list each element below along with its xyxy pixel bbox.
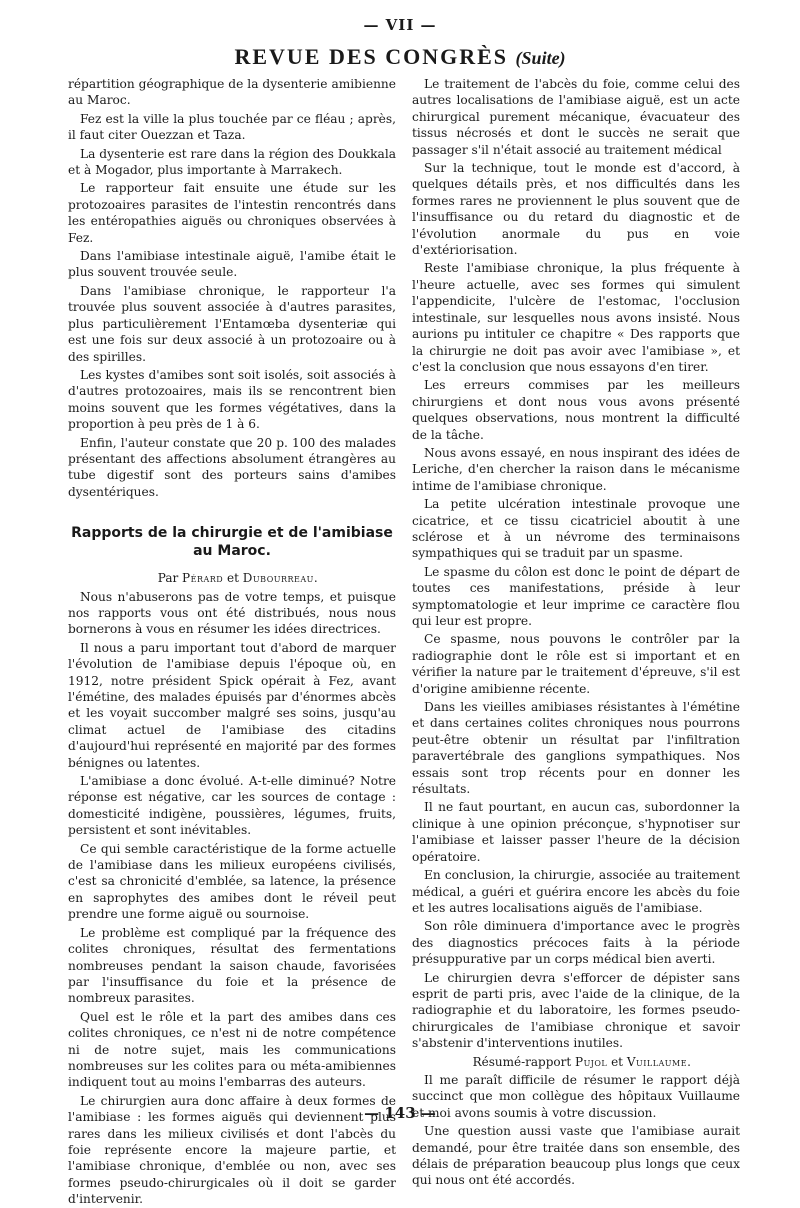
resume-prefix: Résumé-rapport xyxy=(472,1054,572,1069)
paragraph: Dans les vieilles amibiases résistantes à l'émétine et dans certaines colites chroniques nous pourrons peut-être obtenir un résultat par l'infiltration paravertébrale des ganglions sympathiques. Nos essais sont trop récents pour en donner les résultats. xyxy=(412,700,740,797)
paragraph: Le rapporteur fait ensuite une étude sur les protozoaires parasites de l'intestin rencontrés dans les entéropathies aiguës ou chroniques observées à Fez. xyxy=(68,181,396,245)
roman-page-number: — VII — xyxy=(363,16,437,34)
paragraph: Reste l'amibiase chronique, la plus fréquente à l'heure actuelle, avec ses formes qui simulent l'appendicite, l'ulcère de l'estomac, l'occlusion intestinale, sur lesquelles nous avons insisté. Nous aurions pu intituler ce chapitre « Des rapports que la chirurgie ne doit pas avoir avec l'amibiase », et c'est la conclusion que nous essayons d'en tirer. xyxy=(412,261,740,374)
paragraph: Il me paraît difficile de résumer le rapport déjà succinct que mon collègue des hôpitaux Vuillaume et moi avons soumis à votre discussion. xyxy=(412,1072,740,1120)
paragraph: Nous avons essayé, en nous inspirant des idées de Leriche, d'en chercher la raison dans le mécanisme intime de l'amibiase chronique. xyxy=(412,445,740,493)
paragraph: Il ne faut pourtant, en aucun cas, subordonner la clinique à une opinion préconçue, s'hypnotiser sur l'amibiase et laisser passer l'heure de la décision opératoire. xyxy=(412,800,740,864)
paragraph: Dans l'amibiase intestinale aiguë, l'amibe était le plus souvent trouvée seule. xyxy=(68,249,396,280)
author-pujol: Pujol xyxy=(575,1054,608,1069)
section-heading: Rapports de la chirurgie et de l'amibiase au Maroc. xyxy=(71,525,393,560)
suite-label: (Suite) xyxy=(515,48,566,68)
resume-heading xyxy=(412,1054,740,1070)
paragraph: En conclusion, la chirurgie, associée au traitement médical, a guéri et guérira encore les abcès du foie et les autres localisations aiguës de l'amibiase. xyxy=(412,868,740,915)
paragraph: La dysenterie est rare dans la région des Doukkala et à Mogador, plus importante à Marrakech. xyxy=(68,146,396,178)
author-dubourreau: Dubourreau. xyxy=(242,571,319,586)
paragraph: Nous n'abuserons pas de votre temps, et puisque nos rapports vous ont été distribués, nous nous bornerons à vous en résumer les idées directrices. xyxy=(68,589,396,637)
right-column xyxy=(412,76,740,1188)
paragraph: Quel est le rôle et la part des amibes dans ces colites chroniques, ce n'est ni de notre compétence ni de notre sujet, mais les communications nombreuses sur les colites para ou méta-amibiennes indiquent tout au moins l'embarras des auteurs. xyxy=(68,1009,396,1090)
paragraph: Le spasme du côlon est donc le point de départ de toutes ces manifestations, préside à leur symptomatologie et leur imprime ce caractère flou qui leur est propre. xyxy=(412,564,740,628)
paragraph: Dans l'amibiase chronique, le rapporteur l'a trouvée plus souvent associée à d'autres parasites, plus particulièrement l'Entamœba dysenteriæ qui est une fois sur deux associé à un protozoaire ou à des spirilles. xyxy=(68,283,396,364)
paragraph: Les kystes d'amibes sont soit isolés, soit associés à d'autres protozoaires, mais ils se rencontrent bien moins souvent que les formes végétatives, dans la proportion à peu près de 1 à 6. xyxy=(68,367,396,432)
journal-title: REVUE DES CONGRÈS xyxy=(234,44,509,69)
byline-prefix: Par xyxy=(157,571,179,586)
paragraph: Ce spasme, nous pouvons le contrôler par la radiographie dont le rôle est si important et en vérifier la nature par le traitement d'épreuve, s'il est d'origine amibienne récente. xyxy=(412,632,740,696)
paragraph: Sur la technique, tout le monde est d'accord, à quelques détails près, et nos difficultés dans les formes rares ne proviennent le plus souvent que de l'insuffisance ou du retard du diagnostic et de l'évolution anormale du pus en voie d'extériorisation. xyxy=(412,161,740,258)
paragraph: Le chirurgien aura donc affaire à deux formes de l'amibiase : les formes aiguës qui deviennent plus rares dans les milieux civilisés et dont l'abcès du foie représente encore la majeure partie, et l'amibiase chronique, d'emblée ou non, avec ses formes pseudo-chirurgicales où il doit se garder d'intervenir. xyxy=(68,1093,396,1207)
paragraph: Le traitement de l'abcès du foie, comme celui des autres localisations de l'amibiase aiguë, est un acte chirurgical purement mécanique, évacuateur des tissus nécrosés et dont le succès ne serait que passager s'il n'était associé au traitement médical xyxy=(412,77,740,157)
author-perard: Pérard xyxy=(182,571,224,586)
paragraph: Fez est la ville la plus touchée par ce fléau ; après, il faut citer Ouezzan et Taza. xyxy=(68,111,396,143)
paragraph: Le chirurgien devra s'efforcer de dépister sans esprit de parti pris, avec l'aide de la clinique, de la radiographie et du laboratoire, les formes pseudo-chirurgicales de l'amibiase chronique et savoir s'abstenir d'interventions inutiles. xyxy=(412,970,740,1051)
byline xyxy=(68,570,396,586)
author-vuillaume: Vuillaume. xyxy=(626,1054,692,1069)
page-number: — 143 — xyxy=(364,1104,436,1122)
paragraph: La petite ulcération intestinale provoque une cicatrice, et ce tissu cicatriciel aboutit à une sclérose et à un névrome des terminaisons sympathiques qui se traduit par un spasme. xyxy=(412,497,740,561)
paragraph: L'amibiase a donc évolué. A-t-elle diminué? Notre réponse est négative, car les sources de contage : domesticité indigène, poussières, légumes, fruits, persistent et sont inévitables. xyxy=(68,774,396,838)
left-column xyxy=(68,76,396,1207)
paragraph: répartition géographique de la dysenterie amibienne au Maroc. xyxy=(68,77,396,108)
paragraph: Les erreurs commises par les meilleurs chirurgiens et dont nous vous avons présenté quelques observations, nous montrent la difficulté de la tâche. xyxy=(412,378,740,442)
paragraph: Une question aussi vaste que l'amibiase aurait demandé, pour être traitée dans son ensemble, des délais de préparation beaucoup plus longs que ceux qui nous ont été accordés. xyxy=(412,1124,740,1188)
paragraph: Il nous a paru important tout d'abord de marquer l'évolution de l'amibiase depuis l'époque où, en 1912, notre président Spick opérait à Fez, avant l'émétine, des malades épuisés par d'énormes abcès et les voyait succomber malgré ses soins, jusqu'au climat actuel de l'amibiase des citadins d'aujourd'hui représenté en majorité par des formes bénignes ou latentes. xyxy=(68,640,396,770)
paragraph: Ce qui semble caractéristique de la forme actuelle de l'amibiase dans les milieux européens civilisés, c'est sa chronicité d'emblée, sa latence, la présence en saprophytes des amibes dont le réveil peut prendre une forme aiguë ou sournoise. xyxy=(68,841,396,922)
paragraph: Enfin, l'auteur constate que 20 p. 100 des malades présentant des affections absolument étrangères au tube digestif sont des porteurs sains d'amibes dysentériques. xyxy=(68,435,396,499)
running-title xyxy=(0,44,800,70)
resume-and: et xyxy=(611,1054,623,1069)
paragraph: Le problème est compliqué par la fréquence des colites chroniques, résultat des fermentations nombreuses pendant la saison chaude, favorisées par l'insuffisance du foie et la présence de nombreux parasites. xyxy=(68,925,396,1006)
paragraph: Son rôle diminuera d'importance avec le progrès des diagnostics précoces faits à la période présuppurative par un corps médical bien averti. xyxy=(412,919,740,967)
byline-and: et xyxy=(227,571,239,586)
